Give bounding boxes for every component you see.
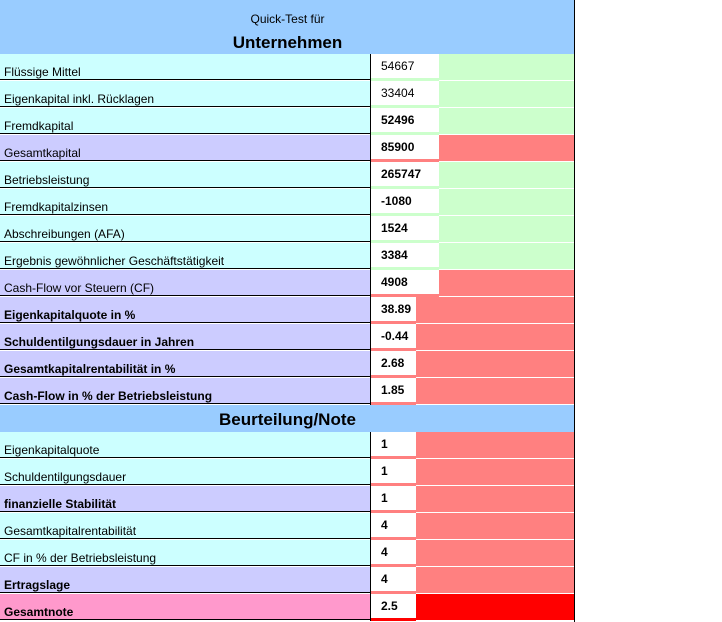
value-text: 33404 bbox=[381, 86, 415, 100]
value-text: 52496 bbox=[381, 113, 415, 127]
row-label: Eigenkapitalquote bbox=[0, 432, 370, 458]
status-indicator bbox=[439, 243, 574, 270]
grade-row bbox=[0, 432, 575, 459]
value-cell[interactable] bbox=[371, 540, 416, 567]
value-cell[interactable] bbox=[371, 297, 416, 324]
row-label: Fremdkapital bbox=[0, 108, 370, 134]
row-label: Eigenkapital inkl. Rücklagen bbox=[0, 81, 370, 107]
status-underline bbox=[371, 618, 416, 621]
value-text: 4 bbox=[381, 545, 388, 559]
grade-row bbox=[0, 567, 575, 594]
status-indicator bbox=[439, 135, 574, 162]
status-indicator bbox=[416, 540, 574, 567]
status-indicator bbox=[416, 324, 574, 351]
value-text: 3384 bbox=[381, 248, 408, 262]
grade-row bbox=[0, 486, 575, 513]
value-text: 1 bbox=[381, 437, 388, 451]
data-row bbox=[0, 216, 575, 243]
value-cell[interactable] bbox=[371, 243, 439, 270]
value-text: 1.85 bbox=[381, 383, 405, 397]
data-row bbox=[0, 378, 575, 405]
data-row bbox=[0, 189, 575, 216]
data-row bbox=[0, 324, 575, 351]
value-text: -0.44 bbox=[381, 329, 409, 343]
value-cell[interactable] bbox=[371, 54, 439, 81]
row-label: Schuldentilgungsdauer bbox=[0, 459, 370, 485]
row-label: Cash-Flow in % der Betriebsleistung bbox=[0, 378, 370, 404]
section-title: Beurteilung/Note bbox=[219, 410, 356, 429]
status-indicator bbox=[439, 54, 574, 81]
value-text: 4 bbox=[381, 572, 388, 586]
value-cell[interactable] bbox=[371, 135, 439, 162]
row-label: finanzielle Stabilität bbox=[0, 486, 370, 512]
header-title: Unternehmen bbox=[232, 33, 343, 52]
status-indicator bbox=[416, 459, 574, 486]
value-cell[interactable] bbox=[371, 162, 439, 189]
value-text: 85900 bbox=[381, 140, 415, 154]
value-text: 1 bbox=[381, 491, 388, 505]
status-indicator bbox=[439, 162, 574, 189]
row-label: Schuldentilgungsdauer in Jahren bbox=[0, 324, 370, 350]
grade-row bbox=[0, 594, 575, 621]
value-cell[interactable] bbox=[371, 378, 416, 405]
value-cell[interactable] bbox=[371, 81, 439, 108]
row-label: Cash-Flow vor Steuern (CF) bbox=[0, 270, 370, 296]
row-label: Eigenkapitalquote in % bbox=[0, 297, 370, 323]
grade-row bbox=[0, 513, 575, 540]
data-row bbox=[0, 54, 575, 81]
data-row bbox=[0, 135, 575, 162]
row-label: Gesamtkapitalrentabilität bbox=[0, 513, 370, 539]
data-row bbox=[0, 108, 575, 135]
value-text: 2.5 bbox=[381, 599, 398, 613]
row-label: Gesamtkapitalrentabilität in % bbox=[0, 351, 370, 377]
value-cell[interactable] bbox=[371, 108, 439, 135]
value-text: -1080 bbox=[381, 194, 412, 208]
value-text: 1524 bbox=[381, 221, 408, 235]
data-row bbox=[0, 270, 575, 297]
row-label: Flüssige Mittel bbox=[0, 54, 370, 80]
row-label: Gesamtkapital bbox=[0, 135, 370, 161]
row-label: CF in % der Betriebsleistung bbox=[0, 540, 370, 566]
row-label: Betriebsleistung bbox=[0, 162, 370, 188]
status-indicator bbox=[416, 486, 574, 513]
value-text: 38.89 bbox=[381, 302, 412, 316]
grade-row bbox=[0, 540, 575, 567]
value-cell[interactable] bbox=[371, 513, 416, 540]
row-label: Fremdkapitalzinsen bbox=[0, 189, 370, 215]
data-row bbox=[0, 162, 575, 189]
status-indicator bbox=[439, 189, 574, 216]
status-indicator bbox=[416, 594, 574, 621]
value-cell[interactable] bbox=[371, 486, 416, 513]
status-indicator bbox=[439, 216, 574, 243]
sheet-right-border bbox=[574, 0, 575, 622]
row-label: Gesamtnote bbox=[0, 594, 370, 620]
status-indicator bbox=[416, 432, 574, 459]
status-indicator bbox=[416, 351, 574, 378]
header-band bbox=[0, 0, 575, 54]
data-row bbox=[0, 81, 575, 108]
header-subtitle: Quick-Test für bbox=[250, 12, 325, 26]
grade-row bbox=[0, 459, 575, 486]
value-text: 265747 bbox=[381, 167, 422, 181]
value-text: 1 bbox=[381, 464, 388, 478]
status-indicator bbox=[439, 81, 574, 108]
status-indicator bbox=[416, 567, 574, 594]
status-indicator bbox=[416, 378, 574, 405]
value-text: 4908 bbox=[381, 275, 408, 289]
value-cell[interactable] bbox=[371, 459, 416, 486]
status-indicator bbox=[416, 513, 574, 540]
value-text: 4 bbox=[381, 518, 388, 532]
section-header-band bbox=[0, 405, 575, 432]
value-cell[interactable] bbox=[371, 216, 439, 243]
status-indicator bbox=[416, 297, 574, 324]
status-indicator bbox=[439, 108, 574, 135]
value-cell[interactable] bbox=[371, 594, 416, 621]
value-cell[interactable] bbox=[371, 432, 416, 459]
value-text: 54667 bbox=[381, 59, 415, 73]
value-cell[interactable] bbox=[371, 270, 439, 297]
value-cell[interactable] bbox=[371, 324, 416, 351]
row-label: Ertragslage bbox=[0, 567, 370, 593]
row-label: Abschreibungen (AFA) bbox=[0, 216, 370, 242]
value-cell[interactable] bbox=[371, 351, 416, 378]
status-indicator bbox=[439, 270, 574, 297]
data-row bbox=[0, 243, 575, 270]
data-row bbox=[0, 351, 575, 378]
value-text: 2.68 bbox=[381, 356, 405, 370]
data-row bbox=[0, 297, 575, 324]
value-cell[interactable] bbox=[371, 189, 439, 216]
value-cell[interactable] bbox=[371, 567, 416, 594]
row-label: Ergebnis gewöhnlicher Geschäftstätigkeit bbox=[0, 243, 370, 269]
